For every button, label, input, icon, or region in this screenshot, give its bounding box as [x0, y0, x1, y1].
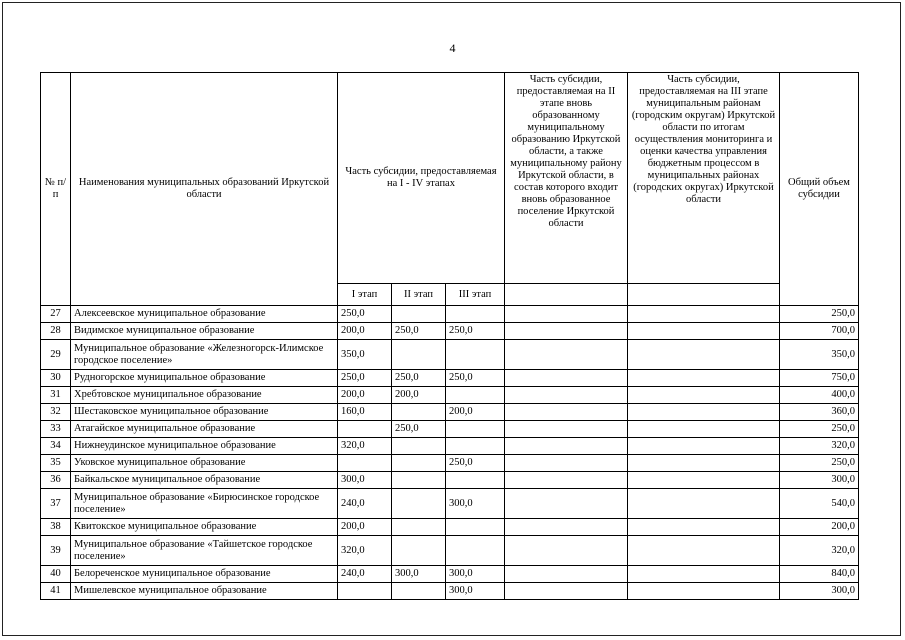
stage3-amount — [446, 536, 505, 566]
stage1-amount: 240,0 — [338, 489, 392, 519]
stage3-amount: 250,0 — [446, 323, 505, 340]
header-stage3: III этап — [446, 284, 505, 306]
stage3-district-amount — [628, 438, 780, 455]
stage2-amount — [392, 306, 446, 323]
municipality-name: Мишелевское муниципальное образование — [71, 583, 338, 600]
row-number: 33 — [41, 421, 71, 438]
table-row — [41, 323, 859, 340]
total-amount: 250,0 — [780, 421, 859, 438]
header-blank — [628, 284, 780, 306]
row-number: 31 — [41, 387, 71, 404]
municipality-name: Видимское муниципальное образование — [71, 323, 338, 340]
stage1-amount: 200,0 — [338, 519, 392, 536]
total-amount: 750,0 — [780, 370, 859, 387]
stage2-new-amount — [505, 404, 628, 421]
row-number: 35 — [41, 455, 71, 472]
stage2-amount — [392, 583, 446, 600]
table-row — [41, 438, 859, 455]
table-row — [41, 404, 859, 421]
row-number: 27 — [41, 306, 71, 323]
total-amount: 320,0 — [780, 536, 859, 566]
stage2-new-amount — [505, 387, 628, 404]
header-blank — [505, 284, 628, 306]
municipality-name: Нижнеудинское муниципальное образование — [71, 438, 338, 455]
header-stage3-districts: Часть субсидии, предоставляемая на III этапе муниципальным районам (городским округам) Иркутской области по итогам осуществления мониторинга и оценки качества управления бюджетным процессом в муниципальных районах (городских округах) Иркутской области — [628, 73, 780, 284]
stage2-amount — [392, 438, 446, 455]
total-amount: 840,0 — [780, 566, 859, 583]
municipality-name: Муниципальное образование «Тайшетское городское поселение» — [71, 536, 338, 566]
stage2-new-amount — [505, 306, 628, 323]
subsidy-table — [40, 72, 859, 600]
municipality-name: Муниципальное образование «Бирюсинское городское поселение» — [71, 489, 338, 519]
municipality-name: Байкальское муниципальное образование — [71, 472, 338, 489]
header-name: Наименования муниципальных образований Иркутской области — [71, 73, 338, 306]
stage2-new-amount — [505, 583, 628, 600]
total-amount: 350,0 — [780, 340, 859, 370]
stage1-amount: 320,0 — [338, 438, 392, 455]
stage2-new-amount — [505, 566, 628, 583]
row-number: 38 — [41, 519, 71, 536]
stage3-amount — [446, 387, 505, 404]
row-number: 32 — [41, 404, 71, 421]
total-amount: 250,0 — [780, 306, 859, 323]
stage2-new-amount — [505, 519, 628, 536]
stage1-amount: 250,0 — [338, 306, 392, 323]
stage3-district-amount — [628, 583, 780, 600]
stage2-amount — [392, 489, 446, 519]
municipality-name: Рудногорское муниципальное образование — [71, 370, 338, 387]
stage2-new-amount — [505, 370, 628, 387]
stage3-district-amount — [628, 370, 780, 387]
stage2-new-amount — [505, 340, 628, 370]
stage2-amount — [392, 472, 446, 489]
table-row — [41, 489, 859, 519]
stage3-district-amount — [628, 421, 780, 438]
header-stage1: I этап — [338, 284, 392, 306]
header-stages-part: Часть субсидии, предоставляемая на I - IV этапах — [338, 73, 505, 284]
table-row — [41, 421, 859, 438]
stage2-new-amount — [505, 323, 628, 340]
municipality-name: Алексеевское муниципальное образование — [71, 306, 338, 323]
header-total: Общий объем субсидии — [780, 73, 859, 306]
total-amount: 400,0 — [780, 387, 859, 404]
stage3-amount: 300,0 — [446, 583, 505, 600]
stage3-amount — [446, 306, 505, 323]
stage3-district-amount — [628, 566, 780, 583]
stage3-district-amount — [628, 387, 780, 404]
stage3-amount — [446, 421, 505, 438]
stage2-amount: 300,0 — [392, 566, 446, 583]
stage1-amount — [338, 583, 392, 600]
municipality-name: Квитокское муниципальное образование — [71, 519, 338, 536]
stage3-amount: 300,0 — [446, 489, 505, 519]
stage2-new-amount — [505, 455, 628, 472]
row-number: 28 — [41, 323, 71, 340]
header-stage2-new: Часть субсидии, предоставляемая на II этапе вновь образованному муниципальному образованию Иркутской области, а также муниципальному району Иркутской области, в состав которого входит вновь образованное поселение Иркутской области — [505, 73, 628, 284]
row-number: 30 — [41, 370, 71, 387]
stage1-amount: 240,0 — [338, 566, 392, 583]
stage3-amount — [446, 438, 505, 455]
total-amount: 320,0 — [780, 438, 859, 455]
municipality-name: Шестаковское муниципальное образование — [71, 404, 338, 421]
stage3-district-amount — [628, 323, 780, 340]
stage3-district-amount — [628, 519, 780, 536]
stage2-new-amount — [505, 472, 628, 489]
table-row — [41, 387, 859, 404]
stage1-amount: 320,0 — [338, 536, 392, 566]
header-num: № п/п — [41, 73, 71, 306]
table-row — [41, 455, 859, 472]
stage2-amount — [392, 340, 446, 370]
stage2-new-amount — [505, 536, 628, 566]
page-number: 4 — [449, 41, 456, 55]
row-number: 41 — [41, 583, 71, 600]
stage1-amount: 200,0 — [338, 323, 392, 340]
row-number: 36 — [41, 472, 71, 489]
row-number: 40 — [41, 566, 71, 583]
stage2-new-amount — [505, 438, 628, 455]
stage3-district-amount — [628, 404, 780, 421]
total-amount: 300,0 — [780, 583, 859, 600]
stage1-amount — [338, 455, 392, 472]
stage1-amount — [338, 421, 392, 438]
table-row — [41, 306, 859, 323]
municipality-name: Хребтовское муниципальное образование — [71, 387, 338, 404]
municipality-name: Атагайское муниципальное образование — [71, 421, 338, 438]
stage2-amount — [392, 404, 446, 421]
row-number: 29 — [41, 340, 71, 370]
stage2-new-amount — [505, 489, 628, 519]
row-number: 37 — [41, 489, 71, 519]
stage2-amount: 200,0 — [392, 387, 446, 404]
table-row — [41, 472, 859, 489]
table-row — [41, 519, 859, 536]
table-row — [41, 370, 859, 387]
total-amount: 700,0 — [780, 323, 859, 340]
header-stage2: II этап — [392, 284, 446, 306]
table-row — [41, 340, 859, 370]
stage3-amount — [446, 472, 505, 489]
stage3-district-amount — [628, 340, 780, 370]
table-row — [41, 536, 859, 566]
total-amount: 300,0 — [780, 472, 859, 489]
stage1-amount: 160,0 — [338, 404, 392, 421]
stage2-new-amount — [505, 421, 628, 438]
row-number: 39 — [41, 536, 71, 566]
stage3-district-amount — [628, 455, 780, 472]
stage3-district-amount — [628, 306, 780, 323]
total-amount: 200,0 — [780, 519, 859, 536]
stage2-amount: 250,0 — [392, 421, 446, 438]
stage2-amount — [392, 536, 446, 566]
stage1-amount: 350,0 — [338, 340, 392, 370]
stage3-district-amount — [628, 489, 780, 519]
stage3-amount — [446, 340, 505, 370]
stage3-amount: 200,0 — [446, 404, 505, 421]
municipality-name: Муниципальное образование «Железногорск-Илимское городское поселение» — [71, 340, 338, 370]
stage2-amount — [392, 519, 446, 536]
stage1-amount: 300,0 — [338, 472, 392, 489]
stage3-amount — [446, 519, 505, 536]
stage2-amount: 250,0 — [392, 323, 446, 340]
table-row — [41, 566, 859, 583]
stage2-amount — [392, 455, 446, 472]
stage1-amount: 200,0 — [338, 387, 392, 404]
stage3-amount: 250,0 — [446, 370, 505, 387]
stage3-amount: 250,0 — [446, 455, 505, 472]
total-amount: 250,0 — [780, 455, 859, 472]
stage2-amount: 250,0 — [392, 370, 446, 387]
municipality-name: Уковское муниципальное образование — [71, 455, 338, 472]
total-amount: 360,0 — [780, 404, 859, 421]
total-amount: 540,0 — [780, 489, 859, 519]
table-body — [41, 306, 859, 600]
row-number: 34 — [41, 438, 71, 455]
table-row — [41, 583, 859, 600]
stage3-district-amount — [628, 472, 780, 489]
municipality-name: Белореченское муниципальное образование — [71, 566, 338, 583]
stage3-district-amount — [628, 536, 780, 566]
stage1-amount: 250,0 — [338, 370, 392, 387]
stage3-amount: 300,0 — [446, 566, 505, 583]
